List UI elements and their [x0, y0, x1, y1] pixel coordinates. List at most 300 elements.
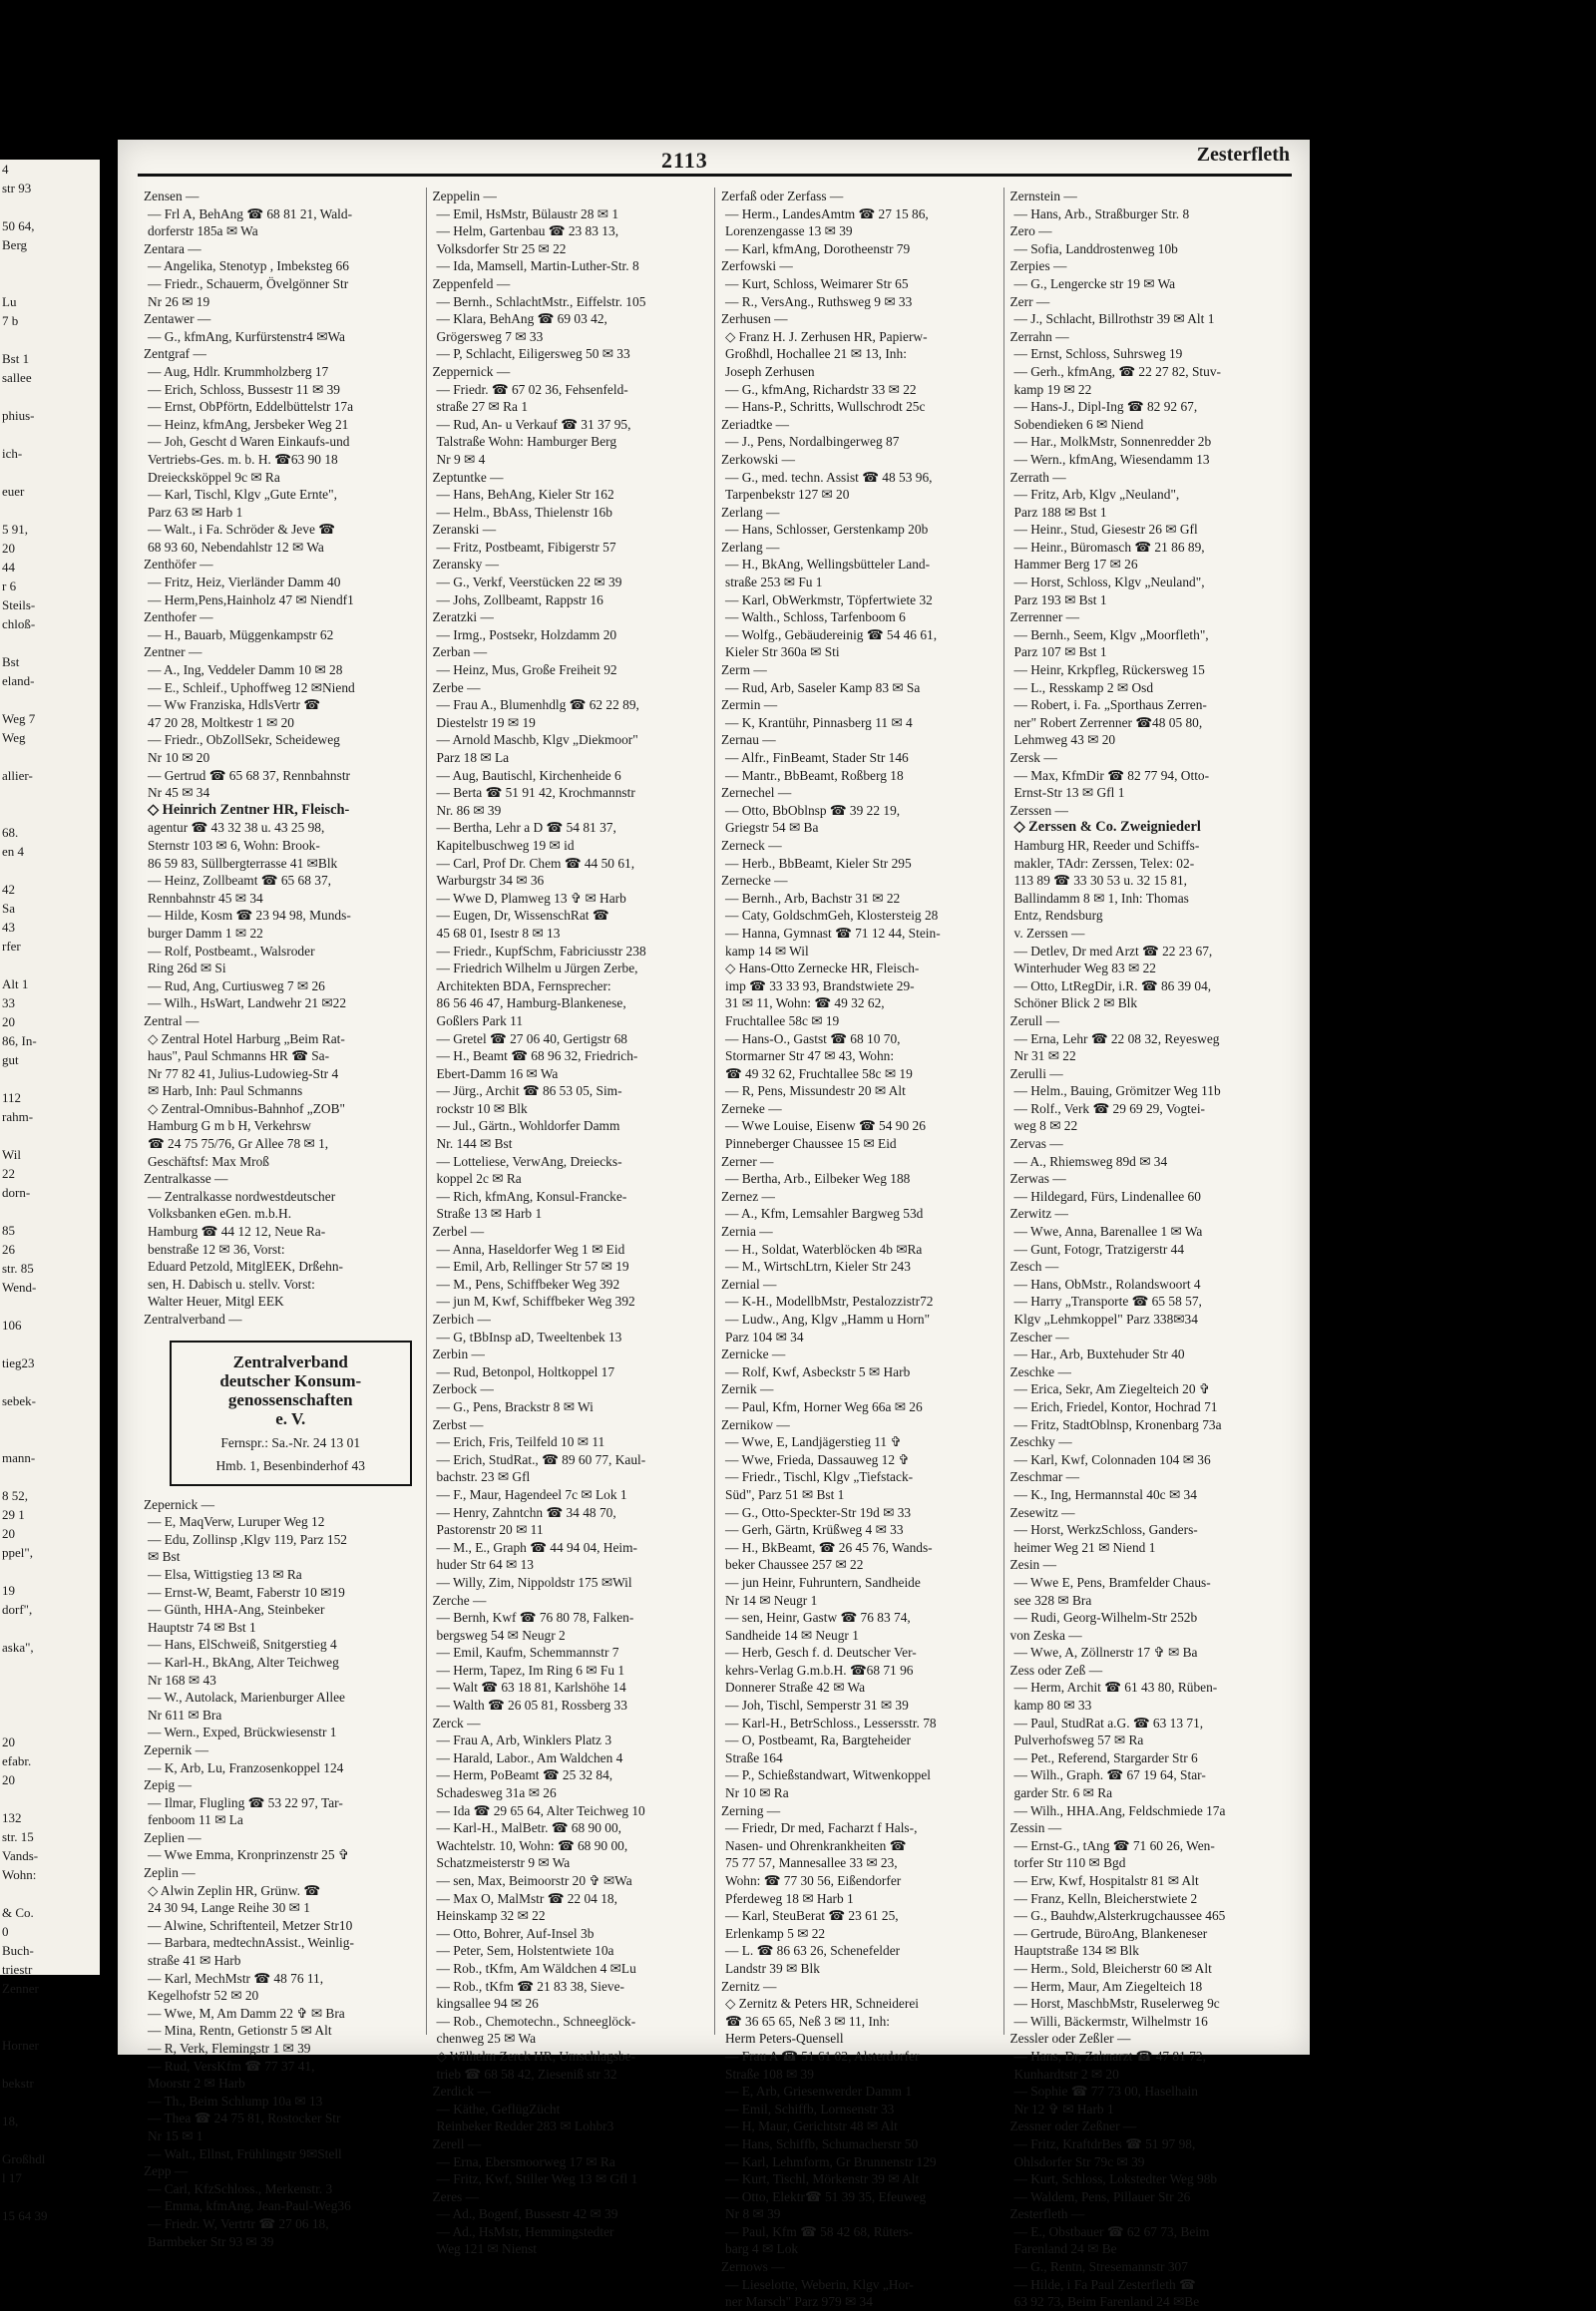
entry-line: barg 4 ✉ Lok	[725, 2241, 799, 2257]
entry-line: Straße 108 ✉ 39	[725, 2066, 814, 2082]
entry-line: — Karl-H., BkAng, Alter Teichweg	[148, 1654, 339, 1670]
entry-line: — Ad., Bogenf, Bussestr 42 ✉ 39	[436, 2206, 618, 2222]
entry-line: torfer Str 110 ✉ Bgd	[1013, 1855, 1126, 1871]
entry-surname: Zerbin —	[432, 1347, 485, 1362]
entry-line: — Helm., Bauing, Grömitzer Weg 11b	[1013, 1083, 1221, 1099]
entry-line: — Erna, Lehr ☎ 22 08 32, Reyesweg	[1013, 1030, 1220, 1046]
entry-line: — Ernst-G., tAng ☎ 71 60 26, Wen-	[1013, 1837, 1215, 1853]
directory-entry	[721, 310, 998, 416]
prev-page-fragment: str. 15	[2, 1829, 34, 1844]
entry-line: — R, Verk, Flemingstr 1 ✉ 39	[148, 2041, 311, 2056]
entry-line: Pastorenstr 20 ✉ 11	[436, 1522, 544, 1538]
directory-entry	[1010, 2030, 1287, 2118]
entry-line: Schadesweg 31a ✉ 26	[436, 1785, 557, 1801]
entry-line: 45 68 01, Isestr 8 ✉ 13	[436, 925, 561, 941]
entry-line: Moorstr 2 ✉ Harb	[148, 2076, 245, 2092]
entry-surname: Zernows —	[721, 2259, 785, 2275]
entry-line: — Hans, BehAng, Kieler Str 162	[436, 487, 614, 503]
directory-entry	[144, 240, 420, 310]
entry-surname: Zenthöfer —	[144, 557, 213, 573]
entry-surname: ◇ Zerssen & Co. Zweigniederl	[1013, 819, 1201, 836]
directory-entry	[433, 363, 709, 469]
entry-line: Ernst-Str 13 ✉ Gfl 1	[1013, 785, 1125, 801]
entry-line: — Herm., LandesAmtm ☎ 27 15 86,	[725, 205, 929, 221]
directory-entry	[1010, 1556, 1287, 1626]
entry-line: koppel 2c ✉ Ra	[436, 1171, 522, 1187]
prev-page-fragment: gut	[2, 1052, 19, 1067]
directory-entry	[721, 504, 998, 539]
entry-line: Parz 188 ✉ Bst 1	[1013, 504, 1107, 520]
entry-surname: Zernstein —	[1009, 189, 1077, 203]
entry-line: — H., Bauarb, Müggenkampstr 62	[148, 626, 334, 642]
entry-line: — K, Krantühr, Pinnasberg 11 ✉ 4	[725, 714, 913, 730]
entry-line: — Barbara, medtechnAssist., Weinlig-	[148, 1935, 354, 1951]
entry-surname: Zernik —	[721, 1381, 774, 1397]
prev-page-fragment	[0, 1372, 100, 1391]
entry-line: ◇ Alwin Zeplin HR, Grünw. ☎	[148, 1882, 321, 1898]
entry-line: Landstr 39 ✉ Blk	[725, 1960, 820, 1976]
entry-surname: Zentral —	[144, 1012, 200, 1028]
entry-line: ✉ Bst	[148, 1549, 181, 1565]
entry-line: Tarpenbekstr 127 ✉ 20	[725, 487, 850, 503]
entry-line: — Emma, kfmAng, Jean-Paul-Weg36	[148, 2198, 351, 2214]
entry-line: trieb ☎ 68 58 42, Zieseniß str 32	[436, 2066, 617, 2082]
entry-surname: Zernau —	[721, 732, 776, 748]
entry-line: — Karl, Kwf, Colonnaden 104 ✉ 36	[1013, 1451, 1211, 1467]
prev-page-fragment	[0, 804, 100, 823]
entry-line: — Otto, Elektr☎ 51 39 35, Efeuweg	[725, 2188, 927, 2204]
directory-entry	[1010, 188, 1287, 222]
entry-line: Heinskamp 32 ✉ 22	[436, 1908, 546, 1924]
directory-entry	[1010, 608, 1287, 749]
entry-line: — Wilh., HHA.Ang, Feldschmiede 17a	[1013, 1802, 1226, 1818]
prev-page-fragment	[0, 1069, 100, 1088]
entry-line: — Rud, Betonpol, Holtkoppel 17	[436, 1363, 615, 1379]
entry-line: — Zentralkasse nordwestdeutscher	[148, 1188, 336, 1204]
directory-entry	[144, 1829, 420, 1864]
directory-entry	[721, 2258, 998, 2311]
entry-line: Architekten BDA, Fernsprecher:	[436, 977, 611, 993]
entry-line: — Friedr, Dr med, Facharzt f Hals-,	[725, 1820, 918, 1836]
entry-line: Donnerer Straße 42 ✉ Wa	[725, 1680, 866, 1696]
entry-surname: Zerhusen —	[721, 311, 788, 327]
entry-line: Ohlsdorfer Str 79c ✉ 39	[1013, 2153, 1145, 2169]
entry-line: — G., Bauhdw,Alsterkrugchaussee 465	[1013, 1908, 1226, 1924]
entry-surname: Zerkowski —	[721, 451, 796, 467]
entry-line: — Rolf., Verk ☎ 29 69 29, Vogtei-	[1013, 1100, 1206, 1116]
prev-page-fragment: 8 52,	[2, 1488, 28, 1503]
entry-surname: Zeppenfeld —	[432, 275, 511, 291]
directory-entry	[1010, 819, 1287, 1012]
entry-line: garder Str. 6 ✉ Ra	[1013, 1785, 1113, 1801]
prev-page-fragment	[0, 1429, 100, 1448]
directory-entry	[721, 696, 998, 731]
entry-line: — Walt., i Fa. Schröder & Jeve ☎	[148, 522, 335, 538]
column-2	[426, 188, 715, 2257]
entry-surname: Zerrahn —	[1009, 328, 1069, 344]
entry-line: — Heinr., Stud, Giesestr 26 ✉ Gfl	[1013, 522, 1198, 538]
entry-line: — Hans, Schiffb, Schumacherstr 50	[725, 2135, 919, 2151]
prev-page-fragment	[0, 861, 100, 880]
entry-surname: Zervas —	[1009, 1136, 1063, 1152]
entry-line: — Herm, Archit ☎ 61 43 80, Rüben-	[1013, 1680, 1218, 1696]
entry-surname: von Zeska —	[1009, 1627, 1082, 1643]
entry-line: rockstr 10 ✉ Blk	[436, 1100, 528, 1116]
entry-line: Nr 168 ✉ 43	[148, 1672, 216, 1688]
entry-surname: Zerbe —	[432, 679, 481, 695]
entry-line: — Joh, Gescht d Waren Einkaufs-und	[148, 434, 350, 450]
entry-line: kamp 19 ✉ 22	[1013, 381, 1092, 397]
entry-surname: Zeplien —	[144, 1829, 201, 1845]
entry-line: — Erica, Sekr, Am Ziegelteich 20 ✞	[1013, 1381, 1211, 1397]
entry-line: 63 92 73, Beim Farenland 24 ✉Be	[1013, 2294, 1200, 2310]
entry-line: — Kurt, Tischl, Mörkenstr 39 ✉ Alt	[725, 2171, 920, 2187]
prev-page-fragment: Vands-	[2, 1848, 39, 1863]
entry-line: — Friedr. ☎ 67 02 36, Fehsenfeld-	[436, 381, 628, 397]
entry-surname: Zerr —	[1009, 293, 1050, 309]
entry-line: — K, Arb, Lu, Franzosenkoppel 124	[148, 1759, 344, 1775]
prev-page-fragment: en 4	[2, 844, 25, 859]
entry-line: — Karl, Lehmform, Gr Brunnenstr 129	[725, 2153, 937, 2169]
entry-line: — Jürg., Archit ☎ 86 53 05, Sim-	[436, 1083, 622, 1099]
entry-line: — Heinz, kfmAng, Jersbeker Weg 21	[148, 416, 349, 432]
ad-heading-line: e. V.	[275, 1408, 306, 1428]
directory-entry	[1010, 1363, 1287, 1433]
prev-page-fragment: 85	[2, 1223, 15, 1238]
entry-line: Reinbeker Redder 283 ✉ Lohbr3	[436, 2118, 614, 2134]
entry-surname: Zerbich —	[432, 1312, 491, 1327]
entry-line: Wachtelstr. 10, Wohn: ☎ 68 90 00,	[436, 1837, 628, 1853]
entry-line: — H., BkBeamt, ☎ 26 45 76, Wands-	[725, 1539, 933, 1555]
entry-line: kingsallee 94 ✉ 26	[436, 1996, 539, 2012]
entry-surname: Zernial —	[721, 1276, 777, 1292]
prev-page-fragment: Bst	[2, 654, 20, 669]
entry-surname: Zerssen —	[1009, 802, 1068, 818]
entry-line: Parz 104 ✉ 34	[725, 1329, 804, 1345]
entry-line: Großhdl, Hochallee 21 ✉ 13, Inh:	[725, 346, 907, 362]
entry-line: — Horst, WerkzSchloss, Ganders-	[1013, 1522, 1198, 1538]
entry-line: kamp 80 ✉ 33	[1013, 1698, 1092, 1714]
directory-entry	[721, 1978, 998, 2259]
entry-line: — jun Heinr, Fuhruntern, Sandheide	[725, 1574, 921, 1590]
entry-line: — Erna, Ebersmoorweg 17 ✉ Ra	[436, 2153, 615, 2169]
entry-line: — Lieselotte, Weberin, Klgv „Hor-	[725, 2276, 914, 2292]
entry-line: — Helm., BbAss, Thielenstr 16b	[436, 504, 612, 520]
prev-page-fragment: 29 1	[2, 1507, 25, 1522]
entry-line: — Friedr., KupfSchm, Fabriciusstr 238	[436, 943, 646, 959]
prev-page-fragment: 15 64 39	[2, 2208, 48, 2223]
directory-entry	[721, 188, 998, 257]
entry-line: — O, Postbeamt, Ra, Bargteheider	[725, 1733, 912, 1748]
entry-surname: Zerull —	[1009, 1012, 1059, 1028]
entry-surname: Zernez —	[721, 1188, 775, 1204]
entry-line: — Otto, Bohrer, Auf-Insel 3b	[436, 1925, 595, 1941]
entry-surname: Zermin —	[721, 697, 778, 713]
prev-page-fragment: Zenner	[2, 1981, 39, 1996]
entry-line: — Carl, KfzSchloss., Merkenstr. 3	[148, 2180, 333, 2196]
prev-page-fragment	[0, 273, 100, 292]
entry-line: Nr. 144 ✉ Bst	[436, 1136, 513, 1152]
entry-surname: Zeppernick —	[432, 363, 511, 379]
directory-entry	[721, 661, 998, 696]
entry-line: — Horst, MaschbMstr, Ruselerweg 9c	[1013, 1996, 1220, 2012]
entry-line: Talstraße Wohn: Hamburger Berg	[436, 434, 617, 450]
prev-page-fragment: triestr	[2, 1962, 33, 1977]
entry-line: Nr 77 82 41, Julius-Ludowieg-Str 4	[148, 1065, 339, 1081]
column-4	[1003, 188, 1293, 2310]
entry-line: Nasen- und Ohrenkrankheiten ☎	[725, 1837, 907, 1853]
entry-line: Vertriebs-Ges. m. b. H. ☎63 90 18	[148, 451, 338, 467]
entry-line: — Friedr. W, Vertrtr ☎ 27 06 18,	[148, 2215, 329, 2231]
entry-line: Parz 63 ✉ Harb 1	[148, 504, 243, 520]
entry-line: ◇ Franz H. J. Zerhusen HR, Papierw-	[725, 328, 928, 344]
prev-page-fragment: 20	[2, 541, 15, 556]
directory-entry	[433, 2188, 709, 2258]
entry-line: — Thea ☎ 24 75 81, Rostocker Str	[148, 2111, 341, 2126]
entry-line: — Heinz, Zollbeamt ☎ 65 68 37,	[148, 873, 332, 889]
prev-page-fragment: l 17	[2, 2170, 22, 2185]
entry-line: — G., Verkf, Veerstücken 22 ✉ 39	[436, 575, 622, 590]
ad-fernspr: Fernspr.: Sa.-Nr. 24 13 01	[220, 1434, 361, 1450]
entry-line: — P, Schlacht, Eiligersweg 50 ✉ 33	[436, 346, 630, 362]
entry-line: — Willy, Zim, Nippoldstr 175 ✉Wil	[436, 1574, 632, 1590]
entry-line: — Karl, MechMstr ☎ 48 76 11,	[148, 1970, 324, 1986]
ad-heading-line: deutscher Konsum-	[219, 1370, 362, 1390]
prev-page-fragment	[0, 387, 100, 406]
entry-line: — Wwe, Frieda, Dassauweg 12 ✞	[725, 1451, 910, 1467]
entry-surname: Zero —	[1009, 223, 1052, 239]
prev-page-fragment: rahm-	[2, 1109, 34, 1124]
column-1	[138, 188, 426, 2249]
prev-page-fragment: 26	[2, 1242, 15, 1257]
prev-page-fragment	[0, 1619, 100, 1638]
entry-line: — Erich, Schloss, Bussestr 11 ✉ 39	[148, 381, 340, 397]
entry-line: agentur ☎ 43 32 38 u. 43 25 98,	[148, 820, 325, 836]
entry-line: — E., Obstbauer ☎ 62 67 73, Beim	[1013, 2223, 1210, 2239]
prev-page-fragment: 132	[2, 1810, 22, 1825]
entry-line: — Walth., Schloss, Tarfenboom 6	[725, 609, 906, 625]
prev-page-fragment: 20	[2, 1734, 15, 1749]
entry-line: 113 89 ☎ 33 30 53 u. 32 15 81,	[1013, 873, 1188, 889]
entry-line: Nr 611 ✉ Bra	[148, 1707, 222, 1723]
directory-page	[118, 140, 1310, 2310]
entry-line: Parz 107 ✉ Bst 1	[1013, 644, 1107, 660]
directory-entry	[721, 1380, 998, 1415]
prev-page-fragment: 42	[2, 882, 15, 897]
entry-line: — Alwine, Schriftenteil, Metzer Str10	[148, 1917, 353, 1933]
prev-page-fragment	[0, 2017, 100, 2036]
entry-line: — J., Pens, Nordalbingerweg 87	[725, 434, 900, 450]
entry-surname: Zerck —	[432, 1715, 481, 1731]
entry-line: — Erich, Friedel, Kontor, Hochrad 71	[1013, 1398, 1218, 1414]
prev-page-fragment: 20	[2, 1014, 15, 1029]
entry-line: 86 56 46 47, Hamburg-Blankenese,	[436, 995, 626, 1011]
entry-line: — Käthe, GeflügZücht	[436, 2101, 561, 2117]
entry-line: — Frau A, Arb, Winklers Platz 3	[436, 1733, 612, 1748]
entry-line: — Wwe D, Plamweg 13 ✞ ✉ Harb	[436, 890, 626, 906]
entry-line: Barmbeker Str 93 ✉ 39	[148, 2233, 274, 2249]
entry-line: — Rud, Arb, Saseler Kamp 83 ✉ Sa	[725, 679, 921, 695]
entry-surname: Zernia —	[721, 1224, 773, 1240]
entry-line: — L., Resskamp 2 ✉ Osd	[1013, 679, 1154, 695]
ad-heading-line: genossenschaften	[227, 1389, 353, 1409]
prev-page-fragment: eland-	[2, 673, 35, 688]
directory-entry	[144, 345, 420, 556]
entry-surname: Zerlang —	[721, 504, 780, 520]
entry-line: — Gertrude, BüroAng, Blankeneser	[1013, 1925, 1208, 1941]
entry-surname: Zessin —	[1009, 1820, 1062, 1836]
prev-page-fragment: str. 85	[2, 1261, 34, 1276]
entry-line: — Joh, Tischl, Semperstr 31 ✉ 39	[725, 1698, 909, 1714]
entry-line: — Gretel ☎ 27 06 40, Gertigstr 68	[436, 1030, 627, 1046]
entry-line: — Wern., kfmAng, Wiesendamm 13	[1013, 451, 1210, 467]
entry-line: ◇ Zernitz & Peters HR, Schneiderei	[725, 1996, 919, 2012]
prev-page-fragment: str 93	[2, 181, 32, 195]
entry-line: — jun M, Kwf, Schiffbeker Weg 392	[436, 1294, 635, 1310]
entry-line: straße 41 ✉ Harb	[148, 1953, 241, 1969]
directory-entry	[144, 2162, 420, 2250]
entry-line: — Franz, Kelln, Bleicherstwiete 2	[1013, 1890, 1198, 1906]
entry-line: — Bernh., SchlachtMstr., Eiffelstr. 105	[436, 293, 646, 309]
entry-line: — sen, Heinr, Gastw ☎ 76 83 74,	[725, 1610, 911, 1626]
prev-page-fragment	[0, 1884, 100, 1903]
entry-line: — Mantr., BbBeamt, Roßberg 18	[725, 767, 904, 783]
directory-entry	[1010, 1205, 1287, 1258]
entry-line: — J., Schlacht, Billrothstr 39 ✉ Alt 1	[1013, 311, 1215, 327]
entry-line: — K-H., ModellbMstr, Pestalozzistr72	[725, 1294, 934, 1310]
directory-entry	[433, 679, 709, 1223]
entry-line: Straße 13 ✉ Harb 1	[436, 1206, 543, 1222]
directory-entry	[144, 1012, 420, 1170]
directory-entry	[144, 1776, 420, 1829]
entry-line: — Lotteliese, VerwAng, Dreiecks-	[436, 1153, 622, 1169]
entry-line: — Wwe E, Pens, Bramfelder Chaus-	[1013, 1574, 1211, 1590]
prev-page-fragment	[0, 1410, 100, 1429]
directory-entry	[1010, 1504, 1287, 1557]
entry-line: — Emil, Arb, Rellinger Str 57 ✉ 19	[436, 1259, 629, 1275]
directory-columns	[138, 188, 1292, 2310]
directory-entry	[433, 1223, 709, 1311]
entry-line: — Carl, Prof Dr. Chem ☎ 44 50 61,	[436, 855, 635, 871]
entry-line: Nr 8 ✉ 39	[725, 2206, 781, 2222]
prev-page-fragment: 44	[2, 560, 15, 575]
entry-line: Sandheide 14 ✉ Neugr 1	[725, 1627, 859, 1643]
entry-line: Nr 12 ✞ ✉ Harb 1	[1013, 2101, 1114, 2117]
entry-line: — Ilmar, Flugling ☎ 53 22 97, Tar-	[148, 1794, 343, 1810]
directory-entry	[721, 1346, 998, 1380]
entry-line: — F., Maur, Hagendeel 7c ✉ Lok 1	[436, 1486, 627, 1502]
entry-line: — Karl, kfmAng, Dorotheenstr 79	[725, 240, 911, 256]
entry-line: — Fritz, Arb, Klgv „Neuland",	[1013, 487, 1180, 503]
entry-line: ◇ Hans-Otto Zernecke HR, Fleisch-	[725, 961, 920, 976]
entry-surname: Zepp —	[144, 2163, 189, 2179]
entry-line: — Gunt, Fotogr, Tratzigerstr 44	[1013, 1241, 1185, 1257]
entry-line: — Aug, Hdlr. Krummholzberg 17	[148, 363, 329, 379]
entry-line: — Wwe Louise, Eisenw ☎ 54 90 26	[725, 1118, 926, 1134]
directory-entry	[721, 1188, 998, 1223]
entry-line: — Rud, An- u Verkauf ☎ 31 37 95,	[436, 416, 631, 432]
entry-line: ner" Robert Zerrenner ☎48 05 80,	[1013, 714, 1203, 730]
prev-page-fragment	[0, 785, 100, 804]
entry-line: 75 77 57, Mannesallee 33 ✉ 23,	[725, 1855, 898, 1871]
directory-entry	[433, 2135, 709, 2188]
entry-line: — Frau A ☎ 51 61 02, Alsterdorfer	[725, 2048, 920, 2064]
entry-line: Fruchtallee 58c ✉ 19	[725, 1012, 840, 1028]
entry-surname: Zerfowski —	[721, 258, 793, 274]
prev-page-fragment	[0, 2055, 100, 2074]
prev-page-fragment: 18,	[2, 2114, 19, 2128]
prev-page-fragment: euer	[2, 484, 25, 499]
entry-surname: Zeptuntke —	[432, 469, 504, 485]
ad-heading-line: Zentralverband	[232, 1351, 348, 1371]
entry-line: — Bertha, Arb., Eilbeker Weg 188	[725, 1171, 911, 1187]
entry-line: — Eugen, Dr, WissenschRat ☎	[436, 908, 609, 924]
entry-line: — Hans-O., Gastst ☎ 68 10 70,	[725, 1030, 901, 1046]
entry-line: — Fritz, StadtOblnsp, Kronenbarg 73a	[1013, 1416, 1222, 1432]
entry-line: — Harry „Transporte ☎ 65 58 57,	[1013, 1294, 1202, 1310]
entry-line: — Kurt, Schloss, Lokstedter Weg 98b	[1013, 2171, 1218, 2187]
prev-page-fragment	[0, 1297, 100, 1316]
directory-entry	[721, 416, 998, 451]
directory-entry	[144, 188, 420, 240]
entry-line: — Karl-H., MalBetr. ☎ 68 90 00,	[436, 1820, 622, 1836]
prev-page-fragment	[0, 1714, 100, 1733]
entry-line: — Jul., Gärtn., Wohldorfer Damm	[436, 1118, 620, 1134]
entry-line: Kieler Str 360a ✉ Sti	[725, 644, 840, 660]
entry-surname: Zeschmar —	[1009, 1469, 1080, 1485]
entry-line: Wohn: ☎ 77 30 56, Eißendorfer	[725, 1873, 902, 1888]
entry-line: ner Marsch" Parz 979 ✉ 34	[725, 2294, 873, 2310]
entry-line: — Max, KfmDir ☎ 82 77 94, Otto-	[1013, 767, 1210, 783]
entry-surname: Zerwitz —	[1009, 1206, 1068, 1222]
prev-page-fragment: phius-	[2, 408, 35, 423]
entry-line: — Fritz, Kwf, Stiller Weg 13 ✉ Gfl 1	[436, 2171, 638, 2187]
entry-line: — Rob., Chemotechn., Schneeglöck-	[436, 2013, 636, 2029]
entry-line: Walter Heuer, Mitgl EEK	[148, 1294, 284, 1310]
directory-entry	[721, 1223, 998, 1276]
entry-line: Winterhuder Weg 83 ✉ 22	[1013, 961, 1156, 976]
entry-line: Entz, Rendsburg	[1013, 908, 1103, 924]
entry-line: — Willi, Bäckermstr, Wilhelmstr 16	[1013, 2013, 1208, 2029]
directory-entry	[1010, 1433, 1287, 1468]
directory-entry	[433, 1380, 709, 1415]
entry-line: — Walt ☎ 63 18 81, Karlshöhe 14	[436, 1680, 626, 1696]
entry-line: — Herm, Tapez, Im Ring 6 ✉ Fu 1	[436, 1662, 625, 1678]
prev-page-fragment: ppel",	[2, 1545, 33, 1560]
entry-line: — Wilh., Graph. ☎ 67 19 64, Star-	[1013, 1767, 1206, 1783]
entry-line: — G., kfmAng, Richardstr 33 ✉ 22	[725, 381, 917, 397]
entry-line: Nr 9 ✉ 4	[436, 451, 486, 467]
prev-page-fragment	[0, 197, 100, 216]
prev-page-fragment: aska",	[2, 1640, 34, 1655]
entry-line: — Ww Franziska, HdlsVertr ☎	[148, 697, 320, 713]
entry-line: — Wern., Exped, Brückwiesenstr 1	[148, 1725, 337, 1740]
entry-line: — Aug, Bautischl, Kirchenheide 6	[436, 767, 621, 783]
entry-line: — Pet., Referend, Stargarder Str 6	[1013, 1749, 1198, 1765]
prev-page-fragment	[0, 501, 100, 520]
entry-line: Parz 18 ✉ La	[436, 750, 510, 765]
entry-line: Herm Peters-Quensell	[725, 2031, 844, 2047]
entry-line: — Hilde, i Fa Paul Zesterfleth ☎	[1013, 2276, 1196, 2292]
entry-line: — Klara, BehAng ☎ 69 03 42,	[436, 311, 607, 327]
entry-surname: Zeratzki —	[432, 609, 494, 625]
entry-line: — Herm,Pens,Hainholz 47 ✉ Niendf1	[148, 591, 354, 607]
entry-surname: Zerbst —	[432, 1416, 484, 1432]
directory-entry	[433, 1311, 709, 1346]
entry-line: ☎ 49 32 62, Fruchtallee 58c ✉ 19	[725, 1065, 913, 1081]
entry-line: — W., Autolack, Marienburger Allee	[148, 1690, 345, 1706]
entry-surname: Zeres —	[432, 2188, 479, 2204]
